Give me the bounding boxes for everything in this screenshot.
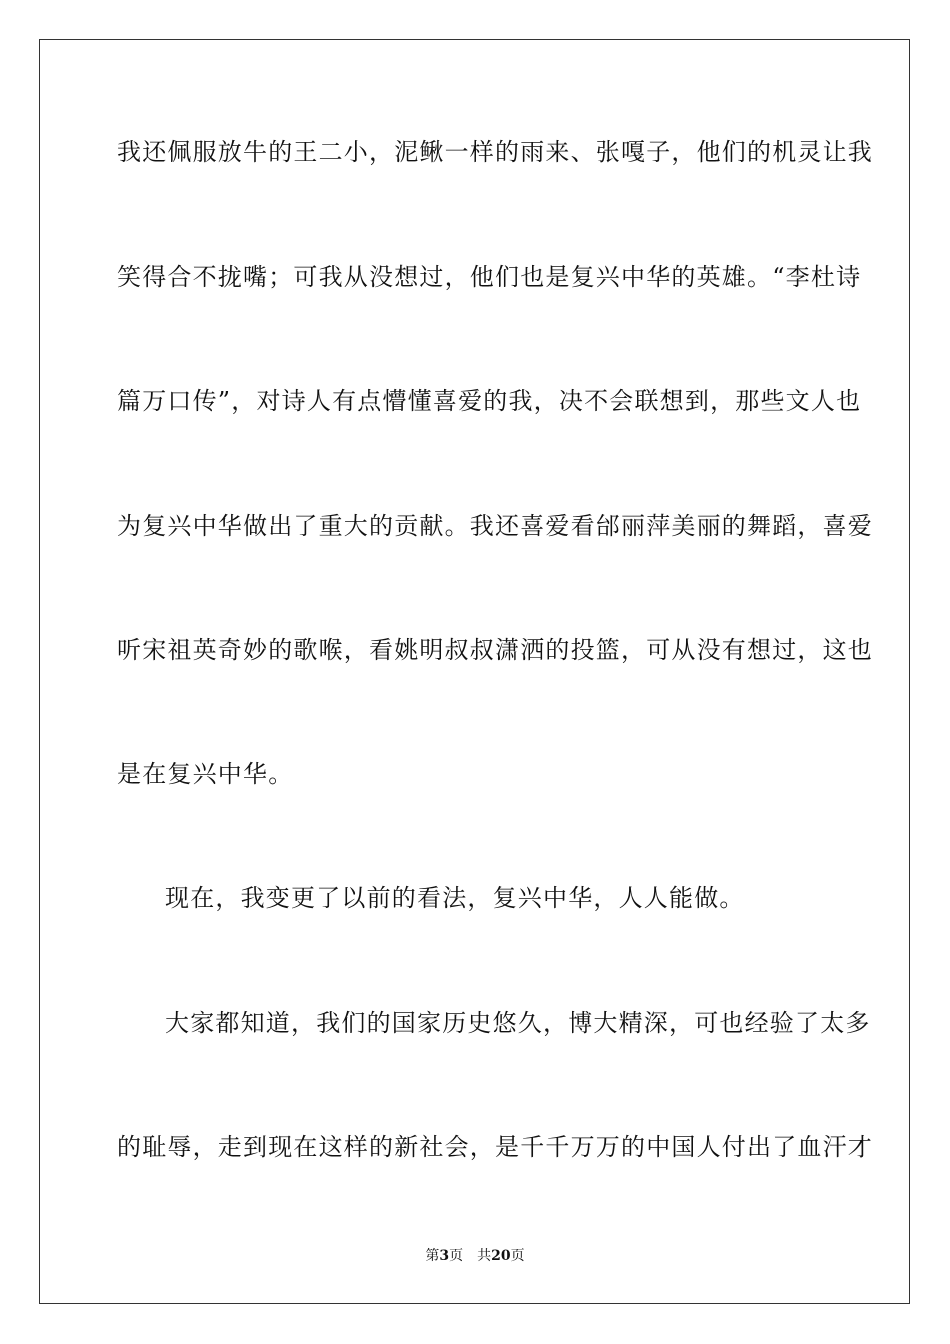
paragraph-line: 笑得合不拢嘴；可我从没想过，他们也是复兴中华的英雄。“李杜诗	[117, 263, 862, 291]
total-page-count: 20	[491, 1248, 511, 1264]
paragraph-line: 是在复兴中华。	[117, 760, 294, 788]
paragraph-line: 听宋祖英奇妙的歌喉，看姚明叔叔潇洒的投篮，可从没有想过，这也	[117, 636, 873, 664]
paragraph-line: 篇万口传”，对诗人有点懵懂喜爱的我，决不会联想到，那些文人也	[117, 387, 862, 415]
paragraph-line: 我还佩服放牛的王二小，泥鳅一样的雨来、张嘎子，他们的机灵让我	[117, 138, 873, 166]
current-page-number: 3	[439, 1248, 450, 1264]
page-suffix: 页	[449, 1248, 464, 1264]
total-suffix: 页	[510, 1248, 525, 1264]
page-prefix: 第	[425, 1248, 440, 1264]
total-prefix: 共	[477, 1248, 492, 1264]
page-footer	[0, 1247, 950, 1265]
paragraph-line: 的耻辱，走到现在这样的新社会，是千千万万的中国人付出了血汗才	[117, 1133, 873, 1161]
paragraph-line: 大家都知道，我们的国家历史悠久，博大精深，可也经验了太多	[165, 1009, 871, 1037]
paragraph-line: 现在，我变更了以前的看法，复兴中华，人人能做。	[165, 884, 745, 912]
paragraph-line: 为复兴中华做出了重大的贡献。我还喜爱看邰丽萍美丽的舞蹈，喜爱	[117, 512, 873, 540]
page-frame	[39, 39, 910, 1304]
